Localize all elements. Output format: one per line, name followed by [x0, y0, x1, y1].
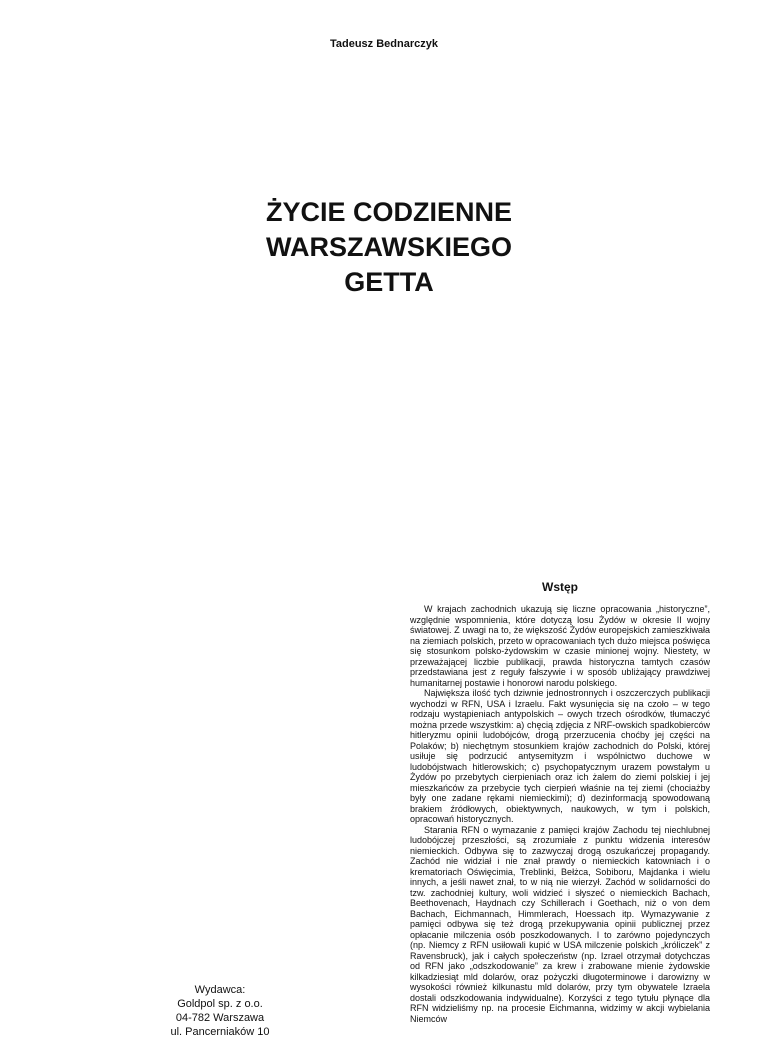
publisher-city: 04-782 Warszawa: [175, 1012, 265, 1024]
paragraph: W krajach zachodnich ukazują się liczne opracowania „historyczne”, względnie wspomnienia, które dotyczą losu Żydów w okresie II wojny światowej. Z uwagi na to, że większość Żydów europejskich zamieszkiwała na ziemiach polskich, przeto w opracowaniach tych dużo miejsca poświęca się stosunkom polsko-żydowskim w czasie minionej wojny. Niestety, w przeważającej liczbie publikacji, prawda historyczna tamtych czasów przedstawiana jest z reguły fałszywie i w sposób ubliżający prawdziwej humanitarnej postawie i honorowi narodu polskiego.: [410, 604, 710, 688]
section-heading: Wstęp: [542, 580, 578, 594]
publisher-block: [150, 983, 290, 1038]
introduction-text: [410, 604, 710, 1024]
title-line: ŻYCIE CODZIENNE: [265, 197, 513, 227]
author-name: Tadeusz Bednarczyk: [329, 38, 438, 50]
paragraph: Największa ilość tych dziwnie jednostronnych i oszczerczych publikacji wychodzi w RFN, USA i Izraelu. Fakt wysunięcia się na czoło – w tego rodzaju wystąpieniach antypolskich – owych trzech ośrodków, tłumaczyć można przede wszystkim: a) chęcią zdjęcia z NRF-owskich spadkobierców hitleryzmu opinii ludobójców, drogą przerzucenia choćby jej części na Polaków; b) niechętnym stosunkiem krajów zachodnich do Polski, której usiłuje się podrzucić antysemityzm i wspólnictwo duchowe w ludobójstwach hitlerowskich; c) psychopatycznym urazem powstałym u Żydów po przebytych cierpieniach oraz ich żalem do ziemi polskiej i jej mieszkańców za przebycie tych cierpień właśnie na tej ziemi (chociażby były one zadane rękami niemieckimi); d) dezinformacją spowodowaną brakiem źródłowych, obiektywnych, naukowych, w tym i polskich, opracowań historycznych.: [410, 688, 710, 824]
publisher-name: Goldpol sp. z o.o.: [177, 998, 263, 1010]
title-line: GETTA: [344, 267, 434, 297]
book-title: [0, 195, 778, 300]
paragraph: Starania RFN o wymazanie z pamięci krajów Zachodu tej niechlubnej ludobójczej przeszłości, są zrozumiałe z punktu widzenia interesów niemieckich. Odbywa się to zazwyczaj drogą oszukańczej propagandy. Zachód nie widział i nie znał prawdy o niemieckich katowniach i o krematoriach Oświęcimia, Treblinki, Bełżca, Sobiboru, Majdanka i wielu innych, a jeśli nawet znał, to w nią nie wierzył. Zachód w solidarności do tzw. zachodniej kultury, woli widzieć i słyszeć o niemieckich Bachach, Beethovenach, Haydnach czy Schillerach i Goethach, niż o von dem Bachach, Eichmannach, Himmlerach, Hoessach itp. Wymazywanie z pamięci odbywa się też drogą przekupywania opinii publicznej przez opłacanie milczenia osób poszkodowanych. I to zarówno pojedynczych (np. Niemcy z RFN usiłowali kupić w USA milczenie polskich „króliczek” z Ravensbruck), jak i całych społeczeństw (np. Izrael otrzymał dotychczas od RFN jako „odszkodowanie” za krew i zrabowane mienie żydowskie kilkadziesiąt mld dolarów, oraz pożyczki długoterminowe i darowizny w wysokości również kilkunastu mld dolarów, przy tym obywatele Izraela dostali odszkodowania indywidualne). Korzyści z tego tytułu płynące dla RFN widzieliśmy np. na procesie Eichmanna, widzimy w akcji wybielania Niemców: [410, 824, 710, 1024]
title-line: WARSZAWSKIEGO: [265, 232, 512, 262]
publisher-label: Wydawca:: [194, 984, 246, 996]
publisher-street: ul. Pancerniaków 10: [170, 1026, 270, 1038]
